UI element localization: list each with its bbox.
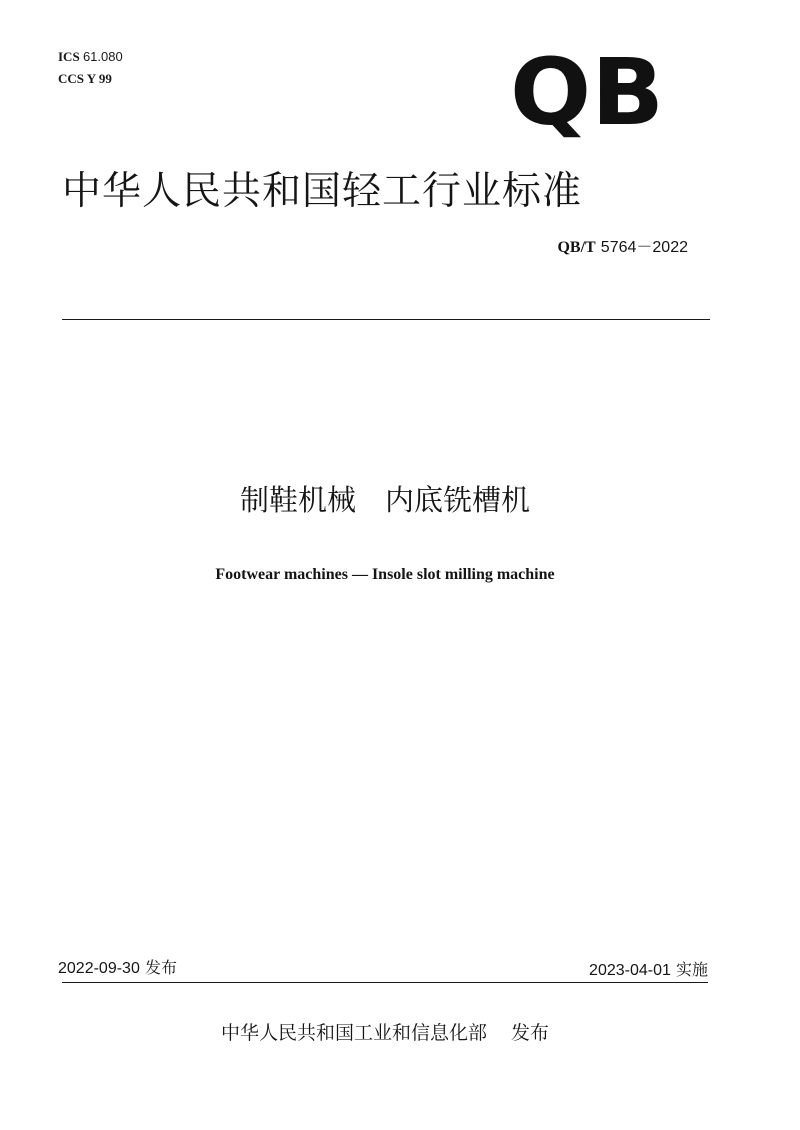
issuer-name: 中华人民共和国工业和信息化部 xyxy=(220,1022,487,1044)
issuing-authority xyxy=(0,1018,770,1045)
qb-logo xyxy=(508,38,668,146)
ics-line xyxy=(58,46,123,68)
bottom-divider xyxy=(62,982,708,983)
implementation-label: 实施 xyxy=(675,960,708,979)
top-divider xyxy=(62,319,710,320)
standard-code-number: 5764－2022 xyxy=(600,239,688,256)
issue-date-line xyxy=(58,955,177,978)
issuer-action: 发布 xyxy=(511,1022,550,1044)
ccs-line: CCS Y 99 xyxy=(58,71,112,86)
classification-codes xyxy=(58,46,123,90)
ics-number: 61.080 xyxy=(82,49,123,64)
issue-date: 2022-09-30 xyxy=(58,960,140,977)
issue-label: 发布 xyxy=(144,958,177,977)
implementation-date-line xyxy=(589,957,708,980)
implementation-date: 2023-04-01 xyxy=(589,962,671,979)
qb-logo-text: QB xyxy=(510,39,664,146)
standard-code-prefix: QB/T xyxy=(557,239,596,256)
ics-label: ICS xyxy=(58,49,80,64)
english-title: Footwear machines — Insole slot milling machine xyxy=(215,566,555,583)
industry-standard-title: 中华人民共和国轻工行业标准 xyxy=(62,169,583,214)
chinese-title: 制鞋机械 内底铣槽机 xyxy=(239,483,530,517)
standard-code xyxy=(557,234,688,257)
